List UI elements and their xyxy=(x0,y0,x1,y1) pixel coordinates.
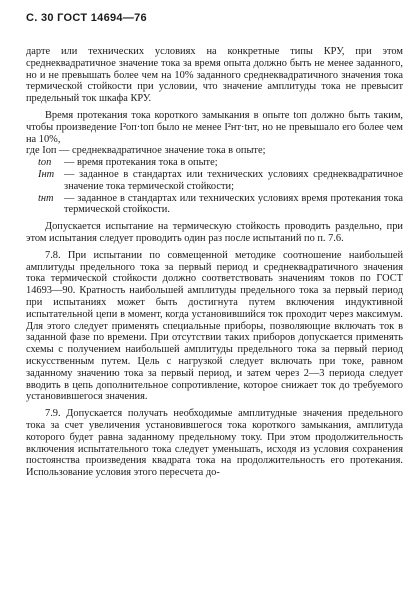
paragraph-7-9: 7.9. Допускается получать необходимые амплитудные значения предельного тока за счет увеличения установившегося тока короткого замыкания, амплитуда которого будет равна заданному предельному току. При этом продолжительность включения испытательного тока следует уменьшать, исходя из условия сохранения постоянства произведения квадрата тока на продолжительность его протекания. Использование условия этого пересчета до- xyxy=(26,408,403,479)
paragraph-7-8: 7.8. При испытании по совмещенной методике соотношение наибольшей амплитуды предельного тока за первый период и среднеквадратичного значения тока термической стойкости должно соответствовать значениям токов по ГОСТ 14693—90. Кратность наибольшей амплитуды предельного тока за первый период при испытаниях может быть достигнута путем включения индуктивной испытательной цепи в момент, когда установившийся ток проходит через максимум. Для этого следует применять специальные приборы, позволяющие включать ток в заданной фазе по времени. При отсутствии таких приборов допускается применять схемы с получением наибольшей амплитуды предельного тока за первый период искусственным путем. Цель с нагрузкой следует включать при токе, равном заданному значению тока за первый период, и затем через 2—3 периода следует вводить в цепь дополнительное сопротивление, которое снижает ток до требуемого установившегося значения. xyxy=(26,249,403,403)
definition-symbol: Iнт xyxy=(38,168,55,180)
definition-symbol: tоп xyxy=(38,157,52,169)
definition-text: — время протекания тока в опыте; xyxy=(64,157,218,169)
document-body xyxy=(26,46,403,479)
page-header: С. 30 ГОСТ 14694—76 xyxy=(26,12,147,24)
definition-symbol: tнт xyxy=(38,192,54,204)
paragraph-short-circuit-duration: Время протекания тока короткого замыкания в опыте tоп должно быть таким, чтобы произведение I²оп·tоп было не менее I²нт·tнт, но не превышало его более чем на 10%, xyxy=(26,109,403,145)
definition-text: — заданное в стандартах или технических условиях время протекания тока термической стойкости. xyxy=(64,192,403,216)
paragraph-continuation: дарте или технических условиях на конкретные типы КРУ, при этом среднеквадратичное значение тока за время опыта должно быть не менее заданного, но и не превышать более чем на 10% заданного среднеквадратичного значения тока термической стойкости при условии, что значение амплитуды тока не превысит предельный ток шкафа КРУ. xyxy=(26,46,403,105)
definition-item xyxy=(26,169,403,193)
definition-text: — заданное в стандартах или технических условиях среднеквадратичное значение тока термической стойкости; xyxy=(64,168,403,192)
definition-where: где Iоп — среднеквадратичное значение тока в опыте; xyxy=(26,145,266,157)
definition-item xyxy=(26,157,403,169)
definition-item xyxy=(26,193,403,217)
paragraph-separate-test: Допускается испытание на термическую стойкость проводить раздельно, при этом испытания следует проводить один раз после испытаний по п. 7.6. xyxy=(26,221,403,244)
